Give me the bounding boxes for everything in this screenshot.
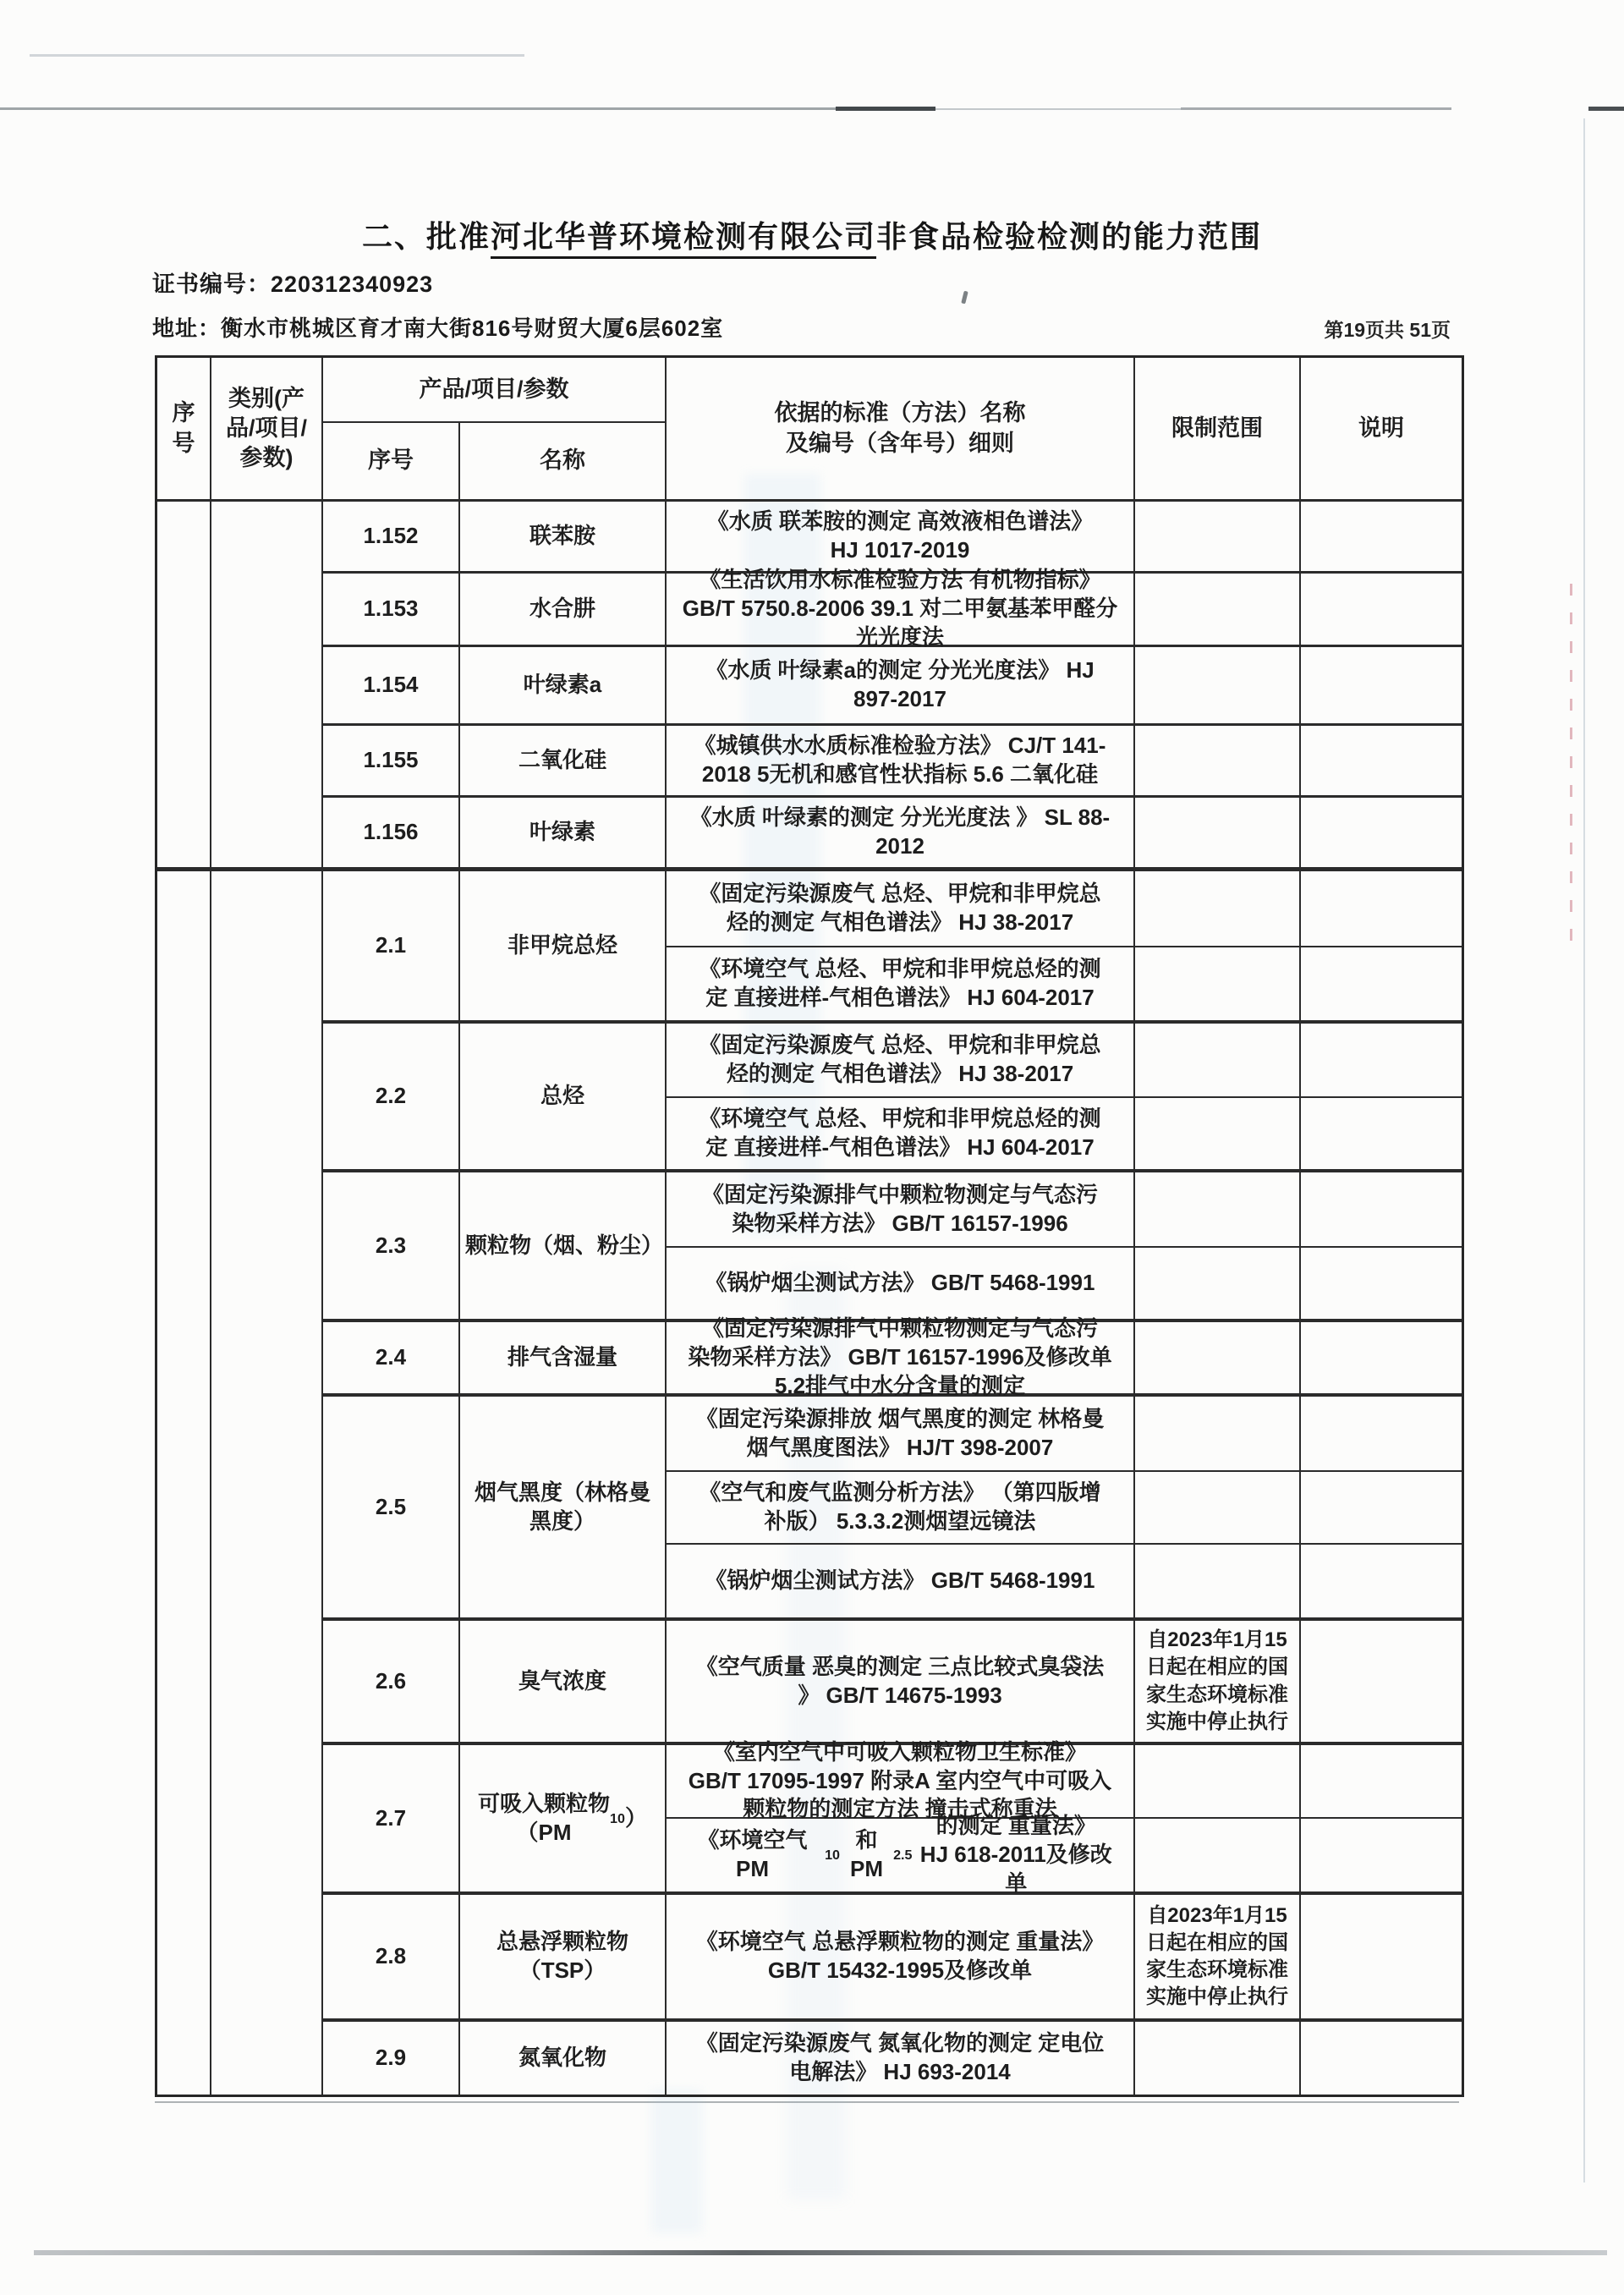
- cell-standard-23-1: 《固定污染源排气中颗粒物测定与气态污 染物采样方法》 GB/T 16157-1996: [667, 1172, 1135, 1248]
- cell-restriction-23-1: [1135, 1172, 1301, 1248]
- cell-standard-28: 《环境空气 总悬浮颗粒物的测定 重量法》 GB/T 15432-1995及修改单: [667, 1895, 1135, 2022]
- title-prefix: 二、批准: [361, 219, 491, 254]
- cell-note-23-2: [1301, 1248, 1462, 1322]
- cell-note-28: [1301, 1895, 1462, 2022]
- cell-note-1156: [1301, 798, 1462, 871]
- cell-restriction-27-1: [1135, 1745, 1301, 1819]
- cell-restriction-21-2: [1135, 947, 1301, 1024]
- cell-restriction-1154: [1135, 647, 1301, 726]
- cell-name-27: 可吸入颗粒物 （PM 10 ）: [460, 1745, 667, 1895]
- title-suffix: 非食品检验检测的能力范围: [876, 219, 1263, 254]
- cell-note-26: [1301, 1621, 1462, 1745]
- cell-note-25-2: [1301, 1472, 1462, 1545]
- page-number: 第19页共 51页: [1324, 319, 1451, 341]
- cell-restriction-1155: [1135, 726, 1301, 798]
- header-standard: 依据的标准（方法）名称 及编号（含年号）细则: [667, 358, 1135, 502]
- cell-name-21: 非甲烷总烃: [460, 871, 667, 1024]
- scan-artifact-table-hairline: [155, 2101, 1459, 2103]
- cell-standard-1154: 《水质 叶绿素a的测定 分光光度法》 HJ 897-2017: [667, 647, 1135, 726]
- cell-group2-category: [211, 871, 323, 2095]
- cell-note-29: [1301, 2022, 1462, 2095]
- cell-restriction-25-1: [1135, 1397, 1301, 1472]
- cell-restriction-22-2: [1135, 1098, 1301, 1172]
- cell-group1-no: [157, 502, 211, 871]
- cell-standard-22-1: 《固定污染源废气 总烃、甲烷和非甲烷总 烃的测定 气相色谱法》 HJ 38-2017: [667, 1024, 1135, 1098]
- cell-name-22: 总烃: [460, 1024, 667, 1172]
- cell-standard-22-2: 《环境空气 总烃、甲烷和非甲烷总烃的测 定 直接进样-气相色谱法》 HJ 604-2017: [667, 1098, 1135, 1172]
- cell-standard-23-2: 《锅炉烟尘测试方法》 GB/T 5468-1991: [667, 1248, 1135, 1322]
- cell-restriction-25-2: [1135, 1472, 1301, 1545]
- scan-artifact-blue-streak: [651, 2089, 702, 2233]
- scan-artifact-vertical-line: [1583, 118, 1585, 2182]
- scan-artifact-line: [935, 108, 1181, 110]
- cell-name-29: 氮氧化物: [460, 2022, 667, 2095]
- cell-name-26: 臭气浓度: [460, 1621, 667, 1745]
- cell-standard-25-1: 《固定污染源排放 烟气黑度的测定 林格曼 烟气黑度图法》 HJ/T 398-2007: [667, 1397, 1135, 1472]
- cell-note-27-2: [1301, 1819, 1462, 1895]
- cell-standard-27-2: 《环境空气 PM 10 和PM 2.5 的测定 重量法》 HJ 618-2011及修改单: [667, 1819, 1135, 1895]
- cell-standard-27-1: 《室内空气中可吸入颗粒物卫生标准》 GB/T 17095-1997 附录A 室内空气中可吸入 颗粒物的测定方法 撞击式称重法: [667, 1745, 1135, 1819]
- cell-note-23-1: [1301, 1172, 1462, 1248]
- certificate-number: 证书编号：220312340923: [152, 272, 434, 297]
- cell-restriction-29: [1135, 2022, 1301, 2095]
- cell-restriction-23-2: [1135, 1248, 1301, 1322]
- cell-name-24: 排气含湿量: [460, 1322, 667, 1397]
- cell-no-1156: 1.156: [323, 798, 460, 871]
- cell-note-25-1: [1301, 1397, 1462, 1472]
- scan-artifact-tick: [961, 291, 968, 305]
- title-company-underlined: 河北华普环境检测有限公司: [491, 219, 876, 259]
- cell-restriction-1153: [1135, 574, 1301, 647]
- cell-note-21-1: [1301, 871, 1462, 947]
- cell-standard-1156: 《水质 叶绿素的测定 分光光度法 》 SL 88- 2012: [667, 798, 1135, 871]
- cell-restriction-24: [1135, 1322, 1301, 1397]
- cell-no-22: 2.2: [323, 1024, 460, 1172]
- cell-name-25: 烟气黑度（林格曼黑度）: [460, 1397, 667, 1621]
- cell-standard-1152: 《水质 联苯胺的测定 高效液相色谱法》 HJ 1017-2019: [667, 502, 1135, 574]
- cell-note-27-1: [1301, 1745, 1462, 1819]
- cell-note-1154: [1301, 647, 1462, 726]
- cell-name-28: 总悬浮颗粒物 （TSP）: [460, 1895, 667, 2022]
- header-category: 类别(产品/项目/参数): [211, 358, 323, 502]
- cell-note-21-2: [1301, 947, 1462, 1024]
- cell-standard-24: 《固定污染源排气中颗粒物测定与气态污 染物采样方法》 GB/T 16157-1996及修改单 5.2排气中水分含量的测定: [667, 1322, 1135, 1397]
- header-product: 产品/项目/参数: [323, 358, 667, 423]
- capability-scope-table: [155, 355, 1464, 2097]
- scan-artifact-line: [1588, 107, 1624, 111]
- cell-note-25-3: [1301, 1545, 1462, 1621]
- scan-artifact-line: [1181, 107, 1451, 110]
- cell-name-1155: 二氧化硅: [460, 726, 667, 798]
- cell-no-23: 2.3: [323, 1172, 460, 1322]
- cell-standard-1153: 《生活饮用水标准检验方法 有机物指标》 GB/T 5750.8-2006 39.1 对二甲氨基苯甲醛分 光光度法: [667, 574, 1135, 647]
- cell-name-1153: 水合肼: [460, 574, 667, 647]
- cell-no-1155: 1.155: [323, 726, 460, 798]
- cell-standard-25-2: 《空气和废气监测分析方法》 （第四版增 补版） 5.3.3.2测烟望远镜法: [667, 1472, 1135, 1545]
- cell-name-23: 颗粒物（烟、粉尘）: [460, 1172, 667, 1322]
- cell-standard-26: 《空气质量 恶臭的测定 三点比较式臭袋法 》 GB/T 14675-1993: [667, 1621, 1135, 1745]
- cell-standard-25-3: 《锅炉烟尘测试方法》 GB/T 5468-1991: [667, 1545, 1135, 1621]
- cell-no-26: 2.6: [323, 1621, 460, 1745]
- cell-no-1153: 1.153: [323, 574, 460, 647]
- cell-standard-21-2: 《环境空气 总烃、甲烷和非甲烷总烃的测 定 直接进样-气相色谱法》 HJ 604-2017: [667, 947, 1135, 1024]
- cell-note-1152: [1301, 502, 1462, 574]
- cell-standard-29: 《固定污染源废气 氮氧化物的测定 定电位 电解法》 HJ 693-2014: [667, 2022, 1135, 2095]
- cell-restriction-26: 自2023年1月15日起在相应的国家生态环境标准实施中停止执行: [1135, 1621, 1301, 1745]
- cell-note-1155: [1301, 726, 1462, 798]
- header-sub-no: 序号: [323, 423, 460, 502]
- cell-group2-no: [157, 871, 211, 2095]
- header-no: 序号: [157, 358, 211, 502]
- header-restriction: 限制范围: [1135, 358, 1301, 502]
- cell-no-21: 2.1: [323, 871, 460, 1024]
- cell-restriction-27-2: [1135, 1819, 1301, 1895]
- scan-artifact-line: [30, 54, 524, 57]
- cell-restriction-28: 自2023年1月15日起在相应的国家生态环境标准实施中停止执行: [1135, 1895, 1301, 2022]
- cell-no-29: 2.9: [323, 2022, 460, 2095]
- cell-no-24: 2.4: [323, 1322, 460, 1397]
- cell-no-1152: 1.152: [323, 502, 460, 574]
- cell-no-1154: 1.154: [323, 647, 460, 726]
- cell-note-22-1: [1301, 1024, 1462, 1098]
- cell-name-1156: 叶绿素: [460, 798, 667, 871]
- cell-name-1152: 联苯胺: [460, 502, 667, 574]
- cell-no-25: 2.5: [323, 1397, 460, 1621]
- cell-restriction-25-3: [1135, 1545, 1301, 1621]
- cell-note-22-2: [1301, 1098, 1462, 1172]
- cell-standard-1155: 《城镇供水水质标准检验方法》 CJ/T 141- 2018 5无机和感官性状指标 5.6 二氧化硅: [667, 726, 1135, 798]
- cell-note-24: [1301, 1322, 1462, 1397]
- scan-artifact-line: [836, 107, 935, 111]
- scan-artifact-pink-marks: [1570, 584, 1572, 956]
- scan-artifact-line: [0, 107, 837, 110]
- cell-no-27: 2.7: [323, 1745, 460, 1895]
- cell-restriction-21-1: [1135, 871, 1301, 947]
- cell-group1-category: [211, 502, 323, 871]
- cell-restriction-1156: [1135, 798, 1301, 871]
- header-note: 说明: [1301, 358, 1462, 502]
- cell-note-1153: [1301, 574, 1462, 647]
- address-line: 地址：衡水市桃城区育才南大街816号财贸大厦6层602室: [152, 316, 724, 341]
- cell-standard-21-1: 《固定污染源废气 总烃、甲烷和非甲烷总 烃的测定 气相色谱法》 HJ 38-2017: [667, 871, 1135, 947]
- cell-name-1154: 叶绿素a: [460, 647, 667, 726]
- document-title: [0, 213, 1624, 256]
- cell-no-28: 2.8: [323, 1895, 460, 2022]
- cell-restriction-1152: [1135, 502, 1301, 574]
- cell-restriction-22-1: [1135, 1024, 1301, 1098]
- header-name: 名称: [460, 423, 667, 502]
- scan-artifact-bottom-line: [34, 2250, 1607, 2255]
